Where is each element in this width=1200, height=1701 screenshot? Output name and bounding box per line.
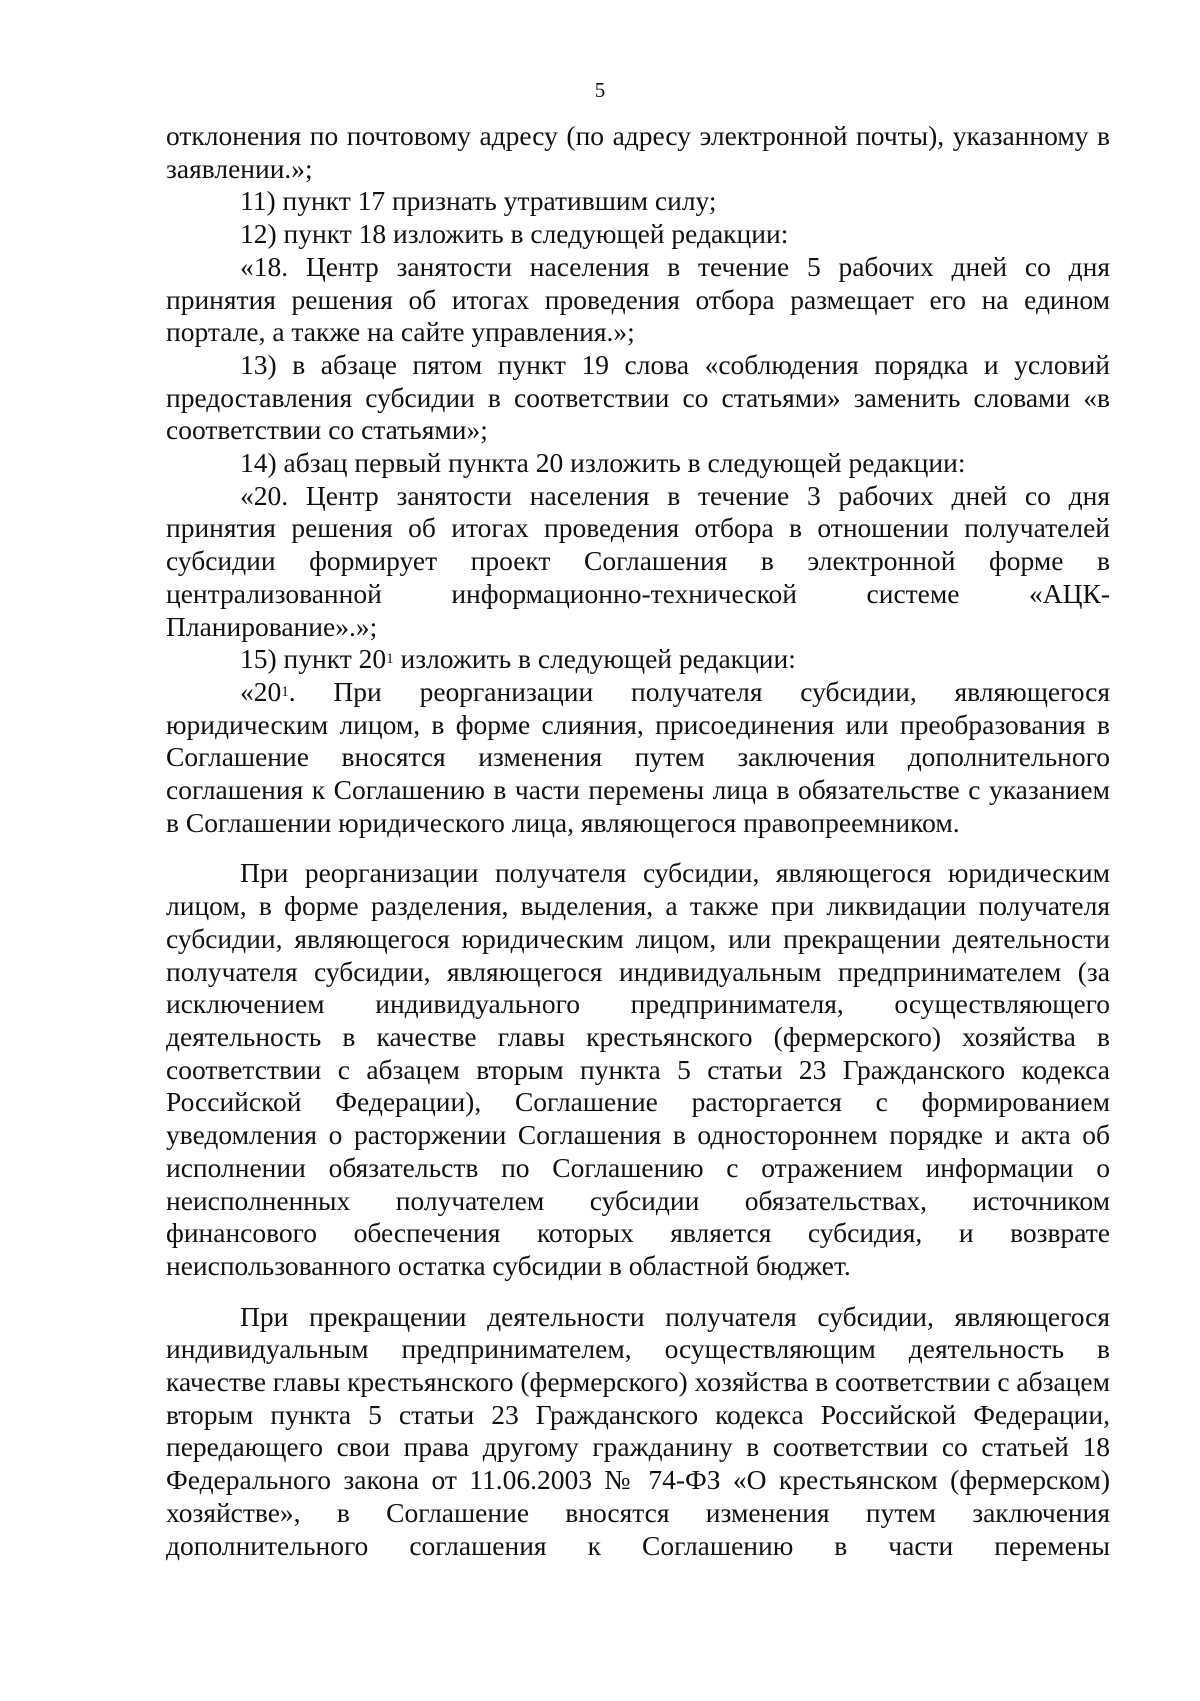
paragraph-clause-20: «20. Центр занятости населения в течение 3 рабочих дней со дня принятия решения об итогах проведения отбора в отношении получателей субсидии формирует проект Соглашения в электронной форме в централизованной информационно-технической системе «АЦК-Планирование».»; <box>166 479 1110 642</box>
paragraph-reorganization: При реорганизации получателя субсидии, являющегося юридическим лицом, в форме разделения, выделения, а также при ликвидации получателя субсидии, являющегося юридическим лицом, или прекращении деятельности получателя субсидии, являющегося индивидуальным предпринимателем (за исключением индивидуального предпринимателя, осуществляющего деятельность в качестве главы крестьянского (фермерского) хозяйства в соответствии с абзацем вторым пункта 5 статьи 23 Гражданского кодекса Российской Федерации), Соглашение расторгается с формированием уведомления о расторжении Соглашения в одностороннем порядке и акта об исполнении обязательств по Соглашению с отражением информации о неисполненных получателем субсидии обязательствах, источником финансового обеспечения которых является субсидия, и возврате неиспользованного остатка субсидии в областной бюджет. <box>166 857 1110 1281</box>
superscript-mark: 1 <box>386 651 394 668</box>
paragraph-item-14: 14) абзац первый пункта 20 изложить в следующей редакции: <box>240 447 966 479</box>
superscript-mark: 1 <box>281 683 289 700</box>
paragraph-item-11: 11) пункт 17 признать утратившим силу; <box>240 185 717 217</box>
paragraph-item-13: 13) в абзаце пятом пункт 19 слова «соблюдения порядка и условий предоставления субсидии в соответствии со статьями» заменить словами «в соответствии со статьями»; <box>166 348 1110 446</box>
document-body <box>166 120 1110 1562</box>
clause-20-1-lead: «20 <box>240 675 282 707</box>
paragraph-termination: При прекращении деятельности получателя субсидии, являющегося индивидуальным предпринимателем, осуществляющим деятельность в качестве главы крестьянского (фермерского) хозяйства в соответствии с абзацем вторым пункта 5 статьи 23 Гражданского кодекса Российской Федерации, передающего свои права другому гражданину в соответствии со статьей 18 Федерального закона от 11.06.2003 № 74-ФЗ «О крестьянском (фермерском) хозяйстве», в Соглашение вносятся изменения путем заключения дополнительного соглашения к Соглашению в части перемены <box>166 1300 1110 1561</box>
paragraph-clause-20-1 <box>166 676 1110 840</box>
item-15-tail: изложить в следующей редакции: <box>400 643 796 675</box>
page-number: 5 <box>594 78 606 102</box>
paragraph-item-12: 12) пункт 18 изложить в следующей редакции: <box>240 218 789 250</box>
paragraph-clause-18: «18. Центр занятости населения в течение 5 рабочих дней со дня принятия решения об итогах проведения отбора размещает его на едином портале, а также на сайте управления.»; <box>166 250 1110 348</box>
paragraph-item-15 <box>166 643 1110 676</box>
clause-20-1-text: . При реорганизации получателя субсидии, являющегося юридическим лицом, в форме слияния, присоединения или преобразования в Соглашение вносятся изменения путем заключения дополнительного соглашения к Соглашению в части перемены лица в обязательстве с указанием в Соглашении юридического лица, являющегося правопреемником. <box>166 675 1110 838</box>
paragraph-continuation: отклонения по почтовому адресу (по адресу электронной почты), указанному в заявлении.»; <box>166 120 1110 184</box>
item-15-lead: 15) пункт 20 <box>240 643 387 675</box>
